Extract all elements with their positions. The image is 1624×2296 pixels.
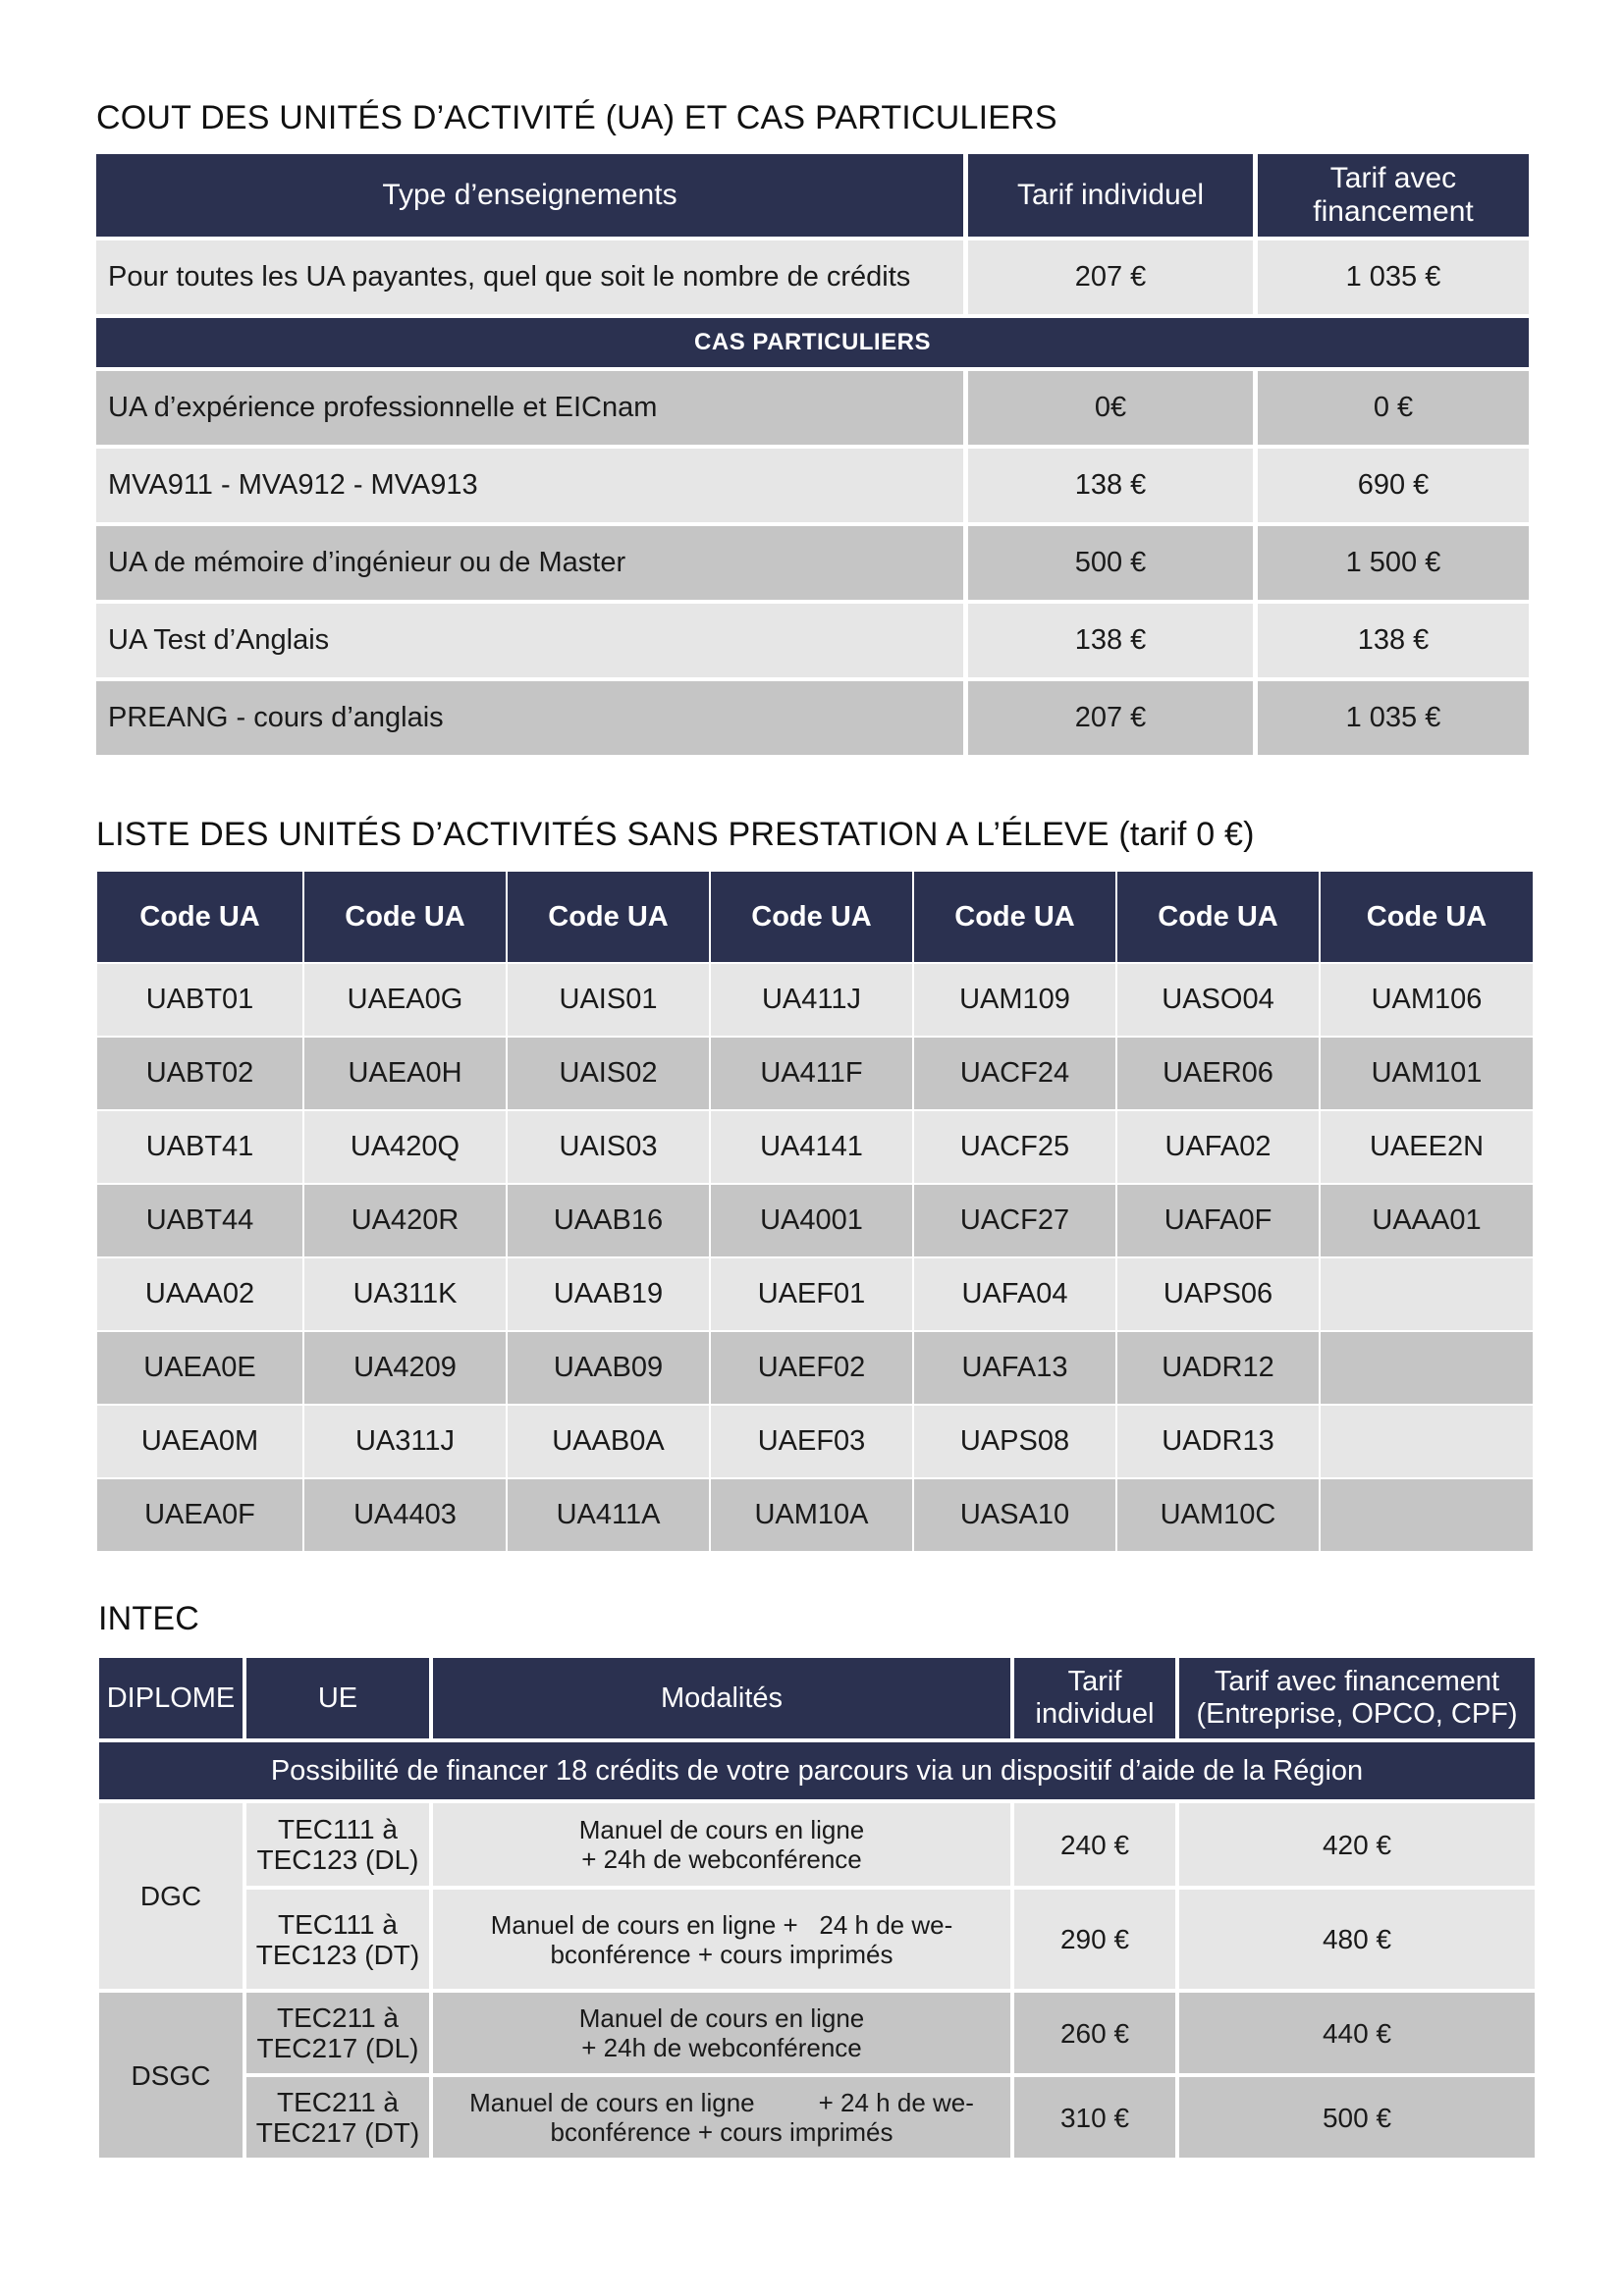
table-row <box>97 1258 1533 1330</box>
cell-tarif-individuel: 500 € <box>968 526 1253 600</box>
band-row <box>99 1742 1535 1799</box>
table-cout-ua <box>91 150 1534 759</box>
table-row <box>97 1038 1533 1109</box>
table-row <box>96 371 1529 445</box>
table-row <box>97 1406 1533 1477</box>
cell-tarif-financement: 1 035 € <box>1258 681 1529 755</box>
cell-tarif-individuel: 240 € <box>1014 1803 1175 1886</box>
table-row <box>99 1803 1535 1886</box>
cell-tarif-individuel: 207 € <box>968 240 1253 314</box>
table-row <box>97 1332 1533 1404</box>
cell-diplome-dsgc: DSGC <box>99 1993 243 2158</box>
cell-code-ua: UA4001 <box>711 1185 912 1256</box>
cell-code-ua: UADR13 <box>1117 1406 1319 1477</box>
cell-code-ua: UAFA02 <box>1117 1111 1319 1183</box>
cell-modalites-line2: + 24h de webconférence <box>581 1844 862 1874</box>
table-row <box>99 2077 1535 2158</box>
cell-ue-line1: TEC111 à <box>278 1814 398 1844</box>
table-intec <box>95 1654 1539 2162</box>
cell-code-ua: UAIS01 <box>508 964 709 1036</box>
cell-diplome-dgc: DGC <box>99 1803 243 1989</box>
cell-code-ua: UAEF03 <box>711 1406 912 1477</box>
cell-type: MVA911 - MVA912 - MVA913 <box>96 449 963 522</box>
subheader-row <box>96 318 1529 367</box>
cell-modalites-line2: bconférence + cours imprimés <box>550 1939 893 1969</box>
cell-code-ua: UABT44 <box>97 1185 302 1256</box>
cell-code-ua: UAEA0F <box>97 1479 302 1551</box>
cell-code-ua: UABT41 <box>97 1111 302 1183</box>
cell-code-ua: UAAA02 <box>97 1258 302 1330</box>
cell-modalites <box>433 1803 1010 1886</box>
cell-type: UA de mémoire d’ingénieur ou de Master <box>96 526 963 600</box>
cell-code-ua: UA411F <box>711 1038 912 1109</box>
cell-tarif-financement: 500 € <box>1179 2077 1535 2158</box>
table-header-row <box>99 1658 1535 1738</box>
cell-code-ua: UAM106 <box>1321 964 1533 1036</box>
cell-type: PREANG - cours d’anglais <box>96 681 963 755</box>
header-tarif-individuel <box>1014 1658 1175 1738</box>
header-diplome: DIPLOME <box>99 1658 243 1738</box>
cell-code-ua <box>1321 1258 1533 1330</box>
cell-code-ua: UAAB0A <box>508 1406 709 1477</box>
table-row <box>96 681 1529 755</box>
cell-code-ua: UAFA04 <box>914 1258 1115 1330</box>
cell-code-ua: UA420Q <box>304 1111 506 1183</box>
cell-code-ua: UAAB09 <box>508 1332 709 1404</box>
cell-ue <box>246 1993 429 2073</box>
band-financement-region: Possibilité de financer 18 crédits de votre parcours via un dispositif d’aide de la Région <box>99 1742 1535 1799</box>
header-code-ua: Code UA <box>711 872 912 962</box>
table-header-row <box>96 154 1529 237</box>
cell-code-ua: UACF27 <box>914 1185 1115 1256</box>
table-row <box>96 526 1529 600</box>
table-row <box>96 449 1529 522</box>
cell-tarif-financement: 420 € <box>1179 1803 1535 1886</box>
cell-tarif-financement: 1 035 € <box>1258 240 1529 314</box>
cell-ue-line1: TEC211 à <box>277 2002 399 2033</box>
cell-code-ua: UA4141 <box>711 1111 912 1183</box>
table-row <box>97 1479 1533 1551</box>
cell-code-ua: UAEA0G <box>304 964 506 1036</box>
cell-modalites-line1: Manuel de cours en ligne <box>578 1815 865 1844</box>
cell-tarif-individuel: 207 € <box>968 681 1253 755</box>
cell-ue <box>246 1890 429 1989</box>
cell-tarif-individuel: 138 € <box>968 449 1253 522</box>
table-row <box>97 964 1533 1036</box>
section-title-cout-ua: COUT DES UNITÉS D’ACTIVITÉ (UA) ET CAS PARTICULIERS <box>96 99 1057 136</box>
subheader-cas-particuliers: CAS PARTICULIERS <box>96 318 1529 367</box>
cell-code-ua: UACF25 <box>914 1111 1115 1183</box>
cell-code-ua: UAPS08 <box>914 1406 1115 1477</box>
cell-code-ua: UAEA0E <box>97 1332 302 1404</box>
cell-code-ua: UAER06 <box>1117 1038 1319 1109</box>
cell-tarif-financement: 1 500 € <box>1258 526 1529 600</box>
table-body <box>97 964 1533 1551</box>
cell-ue-line2: TEC123 (DT) <box>255 1939 420 1970</box>
cell-code-ua: UA4403 <box>304 1479 506 1551</box>
cell-tarif-financement: 690 € <box>1258 449 1529 522</box>
cell-code-ua: UA411A <box>508 1479 709 1551</box>
section-title-liste-ua: LISTE DES UNITÉS D’ACTIVITÉS SANS PRESTATION A L’ÉLEVE (tarif 0 €) <box>96 816 1255 853</box>
cell-tarif-individuel: 260 € <box>1014 1993 1175 2073</box>
cell-code-ua: UASA10 <box>914 1479 1115 1551</box>
cell-code-ua: UA311J <box>304 1406 506 1477</box>
header-tarif-financement-line2: (Entreprise, OPCO, CPF) <box>1196 1698 1518 1730</box>
cell-modalites-line2: + 24h de webconférence <box>581 2033 862 2062</box>
cell-code-ua: UAEE2N <box>1321 1111 1533 1183</box>
cell-type: UA Test d’Anglais <box>96 604 963 677</box>
cell-ue <box>246 1803 429 1886</box>
header-modalites: Modalités <box>433 1658 1010 1738</box>
cell-modalites-line2: bconférence + cours imprimés <box>550 2117 893 2147</box>
cell-type: Pour toutes les UA payantes, quel que soit le nombre de crédits <box>96 240 963 314</box>
header-type-enseignements: Type d’enseignements <box>96 154 963 237</box>
cell-code-ua: UAIS03 <box>508 1111 709 1183</box>
cell-type: UA d’expérience professionnelle et EICnam <box>96 371 963 445</box>
table-row <box>99 1890 1535 1989</box>
cell-code-ua: UAEF01 <box>711 1258 912 1330</box>
cell-tarif-financement: 138 € <box>1258 604 1529 677</box>
cell-code-ua: UAEA0H <box>304 1038 506 1109</box>
cell-code-ua: UA311K <box>304 1258 506 1330</box>
cell-ue-line1: TEC211 à <box>277 2087 399 2117</box>
cell-code-ua: UAIS02 <box>508 1038 709 1109</box>
cell-ue-line2: TEC123 (DL) <box>256 1844 419 1875</box>
cell-modalites <box>433 1993 1010 2073</box>
cell-code-ua: UA420R <box>304 1185 506 1256</box>
table-row <box>96 240 1529 314</box>
cell-code-ua: UAFA0F <box>1117 1185 1319 1256</box>
cell-modalites <box>433 1890 1010 1989</box>
cell-code-ua: UAAB16 <box>508 1185 709 1256</box>
cell-tarif-individuel: 290 € <box>1014 1890 1175 1989</box>
table-header-row <box>97 872 1533 962</box>
header-tarif-financement-line1: Tarif avec financement <box>1214 1666 1500 1697</box>
cell-code-ua: UAM109 <box>914 964 1115 1036</box>
cell-code-ua: UASO04 <box>1117 964 1319 1036</box>
table-liste-ua <box>95 870 1535 1553</box>
cell-code-ua: UAAA01 <box>1321 1185 1533 1256</box>
section-title-intec: INTEC <box>98 1600 199 1637</box>
cell-tarif-individuel: 0€ <box>968 371 1253 445</box>
header-code-ua: Code UA <box>914 872 1115 962</box>
table-row <box>97 1185 1533 1256</box>
cell-ue <box>246 2077 429 2158</box>
cell-code-ua: UA411J <box>711 964 912 1036</box>
cell-modalites-line1: Manuel de cours en ligne + 24 h de we- <box>490 1909 953 1940</box>
cell-code-ua: UAM101 <box>1321 1038 1533 1109</box>
cell-code-ua: UAFA13 <box>914 1332 1115 1404</box>
cell-tarif-financement: 480 € <box>1179 1890 1535 1989</box>
table-row <box>96 604 1529 677</box>
cell-code-ua: UABT02 <box>97 1038 302 1109</box>
header-tarif-individuel-line2: individuel <box>1035 1698 1155 1730</box>
cell-code-ua <box>1321 1406 1533 1477</box>
table-row <box>99 1993 1535 2073</box>
cell-code-ua: UAEA0M <box>97 1406 302 1477</box>
cell-ue-line2: TEC217 (DL) <box>256 2033 419 2063</box>
cell-code-ua <box>1321 1332 1533 1404</box>
cell-code-ua: UAAB19 <box>508 1258 709 1330</box>
header-code-ua: Code UA <box>1321 872 1533 962</box>
cell-modalites <box>433 2077 1010 2158</box>
header-code-ua: Code UA <box>1117 872 1319 962</box>
cell-tarif-financement: 440 € <box>1179 1993 1535 2073</box>
cell-ue-line2: TEC217 (DT) <box>255 2117 420 2148</box>
cell-code-ua: UAM10C <box>1117 1479 1319 1551</box>
header-tarif-financement <box>1179 1658 1535 1738</box>
cell-modalites-line1: Manuel de cours en ligne + 24 h de we- <box>469 2088 974 2117</box>
cell-modalites-line1: Manuel de cours en ligne <box>578 2003 865 2033</box>
cell-code-ua <box>1321 1479 1533 1551</box>
header-tarif-financement-text: Tarif avec financement <box>1313 162 1474 228</box>
cell-code-ua: UAM10A <box>711 1479 912 1551</box>
cell-code-ua: UABT01 <box>97 964 302 1036</box>
header-tarif-individuel: Tarif individuel <box>968 154 1253 237</box>
cell-code-ua: UA4209 <box>304 1332 506 1404</box>
cell-tarif-financement: 0 € <box>1258 371 1529 445</box>
cell-tarif-individuel: 138 € <box>968 604 1253 677</box>
cell-code-ua: UACF24 <box>914 1038 1115 1109</box>
header-ue: UE <box>246 1658 429 1738</box>
cell-code-ua: UADR12 <box>1117 1332 1319 1404</box>
header-code-ua: Code UA <box>508 872 709 962</box>
cell-ue-line1: TEC111 à <box>278 1908 398 1940</box>
cell-tarif-individuel: 310 € <box>1014 2077 1175 2158</box>
header-tarif-individuel-line1: Tarif <box>1067 1666 1122 1697</box>
table-row <box>97 1111 1533 1183</box>
header-code-ua: Code UA <box>97 872 302 962</box>
cell-code-ua: UAPS06 <box>1117 1258 1319 1330</box>
cell-code-ua: UAEF02 <box>711 1332 912 1404</box>
header-code-ua: Code UA <box>304 872 506 962</box>
header-tarif-financement <box>1258 154 1529 237</box>
